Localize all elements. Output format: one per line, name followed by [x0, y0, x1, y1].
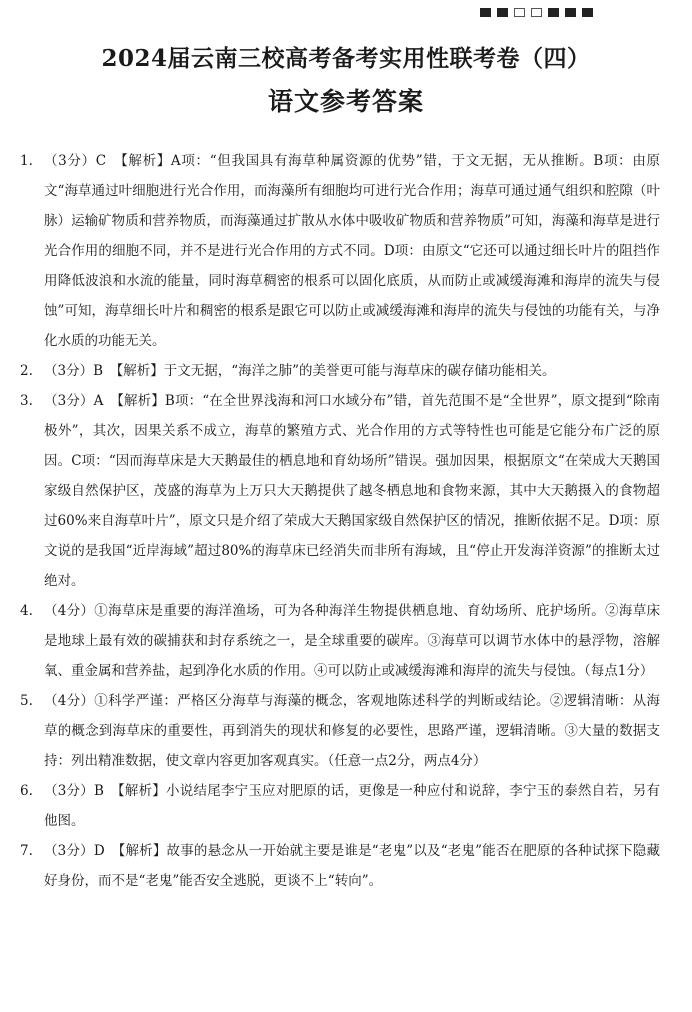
answer-item: [20, 776, 660, 836]
item-number: 6.: [20, 783, 33, 799]
mark-block: [514, 8, 525, 17]
item-number: 5.: [20, 693, 33, 709]
item-number: 4.: [20, 603, 33, 619]
answer-item: [20, 836, 660, 896]
item-text: （3分）C 【解析】A项：“但我国具有海草种属资源的优势”错，于文无据，无从推断。B项：由原文“海草通过叶细胞进行光合作用，而海藻所有细胞均可进行光合作用；海草可通过通气组织和腔隙（叶脉）运输矿物质和营养物质，而海藻通过扩散从水体中吸收矿物质和营养物质”可知，海藻和海草是进行光合作用的细胞不同，并不是进行光合作用的方式不同。D项：由原文“它还可以通过细长叶片的阻挡作用降低波浪和水流的能量，同时海草稠密的根系可以固化底质，从而防止或减缓海滩和海岸的流失与侵蚀”可知，海草细长叶片和稠密的根系是跟它可以防止或减缓海滩和海岸的流失与侵蚀的功能有关，与净化水质的功能无关。: [44, 153, 660, 349]
mark-block: [480, 8, 491, 17]
answer-item: [20, 386, 660, 596]
mark-block: [497, 8, 508, 17]
item-text: （3分）B 【解析】于文无据，“海洋之肺”的美誉更可能与海草床的碳存储功能相关。: [44, 363, 556, 379]
mark-block: [548, 8, 559, 17]
item-text: （4分）①海草床是重要的海洋渔场，可为各种海洋生物提供栖息地、育幼场所、庇护场所。②海草床是地球上最有效的碳捕获和封存系统之一，是全球重要的碳库。③海草可以调节水体中的悬浮物，溶解氧、重金属和营养盐，起到净化水质的作用。④可以防止或减缓海滩和海岸的流失与侵蚀。（每点1分）: [44, 603, 660, 679]
answer-item: [20, 686, 660, 776]
item-number: 1.: [20, 153, 33, 169]
answer-item: [20, 146, 660, 356]
answer-item: [20, 356, 660, 386]
document-title: 2024届云南三校高考备考实用性联考卷（四）: [101, 45, 591, 72]
item-number: 7.: [20, 843, 33, 859]
item-text: （3分）B 【解析】小说结尾李宁玉应对肥原的话，更像是一种应付和说辞，李宁玉的泰然自若，另有他图。: [44, 783, 660, 829]
header-marks: [480, 8, 593, 17]
mark-block: [531, 8, 542, 17]
item-number: 2.: [20, 363, 33, 379]
mark-block: [582, 8, 593, 17]
item-text: （4分）①科学严谨：严格区分海草与海藻的概念，客观地陈述科学的判断或结论。②逻辑清晰：从海草的概念到海草床的重要性，再到消失的现状和修复的必要性，思路严谨，逻辑清晰。③大量的数据支持：列出精准数据，使文章内容更加客观真实。（任意一点2分，两点4分）: [44, 693, 660, 769]
document-subtitle: 语文参考答案: [267, 87, 424, 116]
answer-item: [20, 596, 660, 686]
item-text: （3分）A 【解析】B项：“在全世界浅海和河口水域分布”错，首先范围不是“全世界”，原文提到“除南极外”，其次，因果关系不成立，海草的繁殖方式、光合作用的方式等特性也可能是它能分布广泛的原因。C项：“因而海草床是大天鹅最佳的栖息地和育幼场所”错误。强加因果，根据原文“在荣成大天鹅国家级自然保护区，茂盛的海草为上万只大天鹅提供了越冬栖息地和食物来源，其中大天鹅摄入的食物超过60%来自海草叶片”，原文只是介绍了荣成大天鹅国家级自然保护区的情况，推断依据不足。D项：原文说的是我国“近岸海域”超过80%的海草床已经消失而非所有海域，且“停止开发海洋资源”的推断太过绝对。: [44, 393, 660, 589]
mark-block: [565, 8, 576, 17]
item-number: 3.: [20, 393, 33, 409]
item-text: （3分）D 【解析】故事的悬念从一开始就主要是谁是“老鬼”以及“老鬼”能否在肥原的各种试探下隐藏好身份，而不是“老鬼”能否安全逃脱，更谈不上“转向”。: [44, 843, 660, 889]
answer-list: [20, 146, 660, 896]
